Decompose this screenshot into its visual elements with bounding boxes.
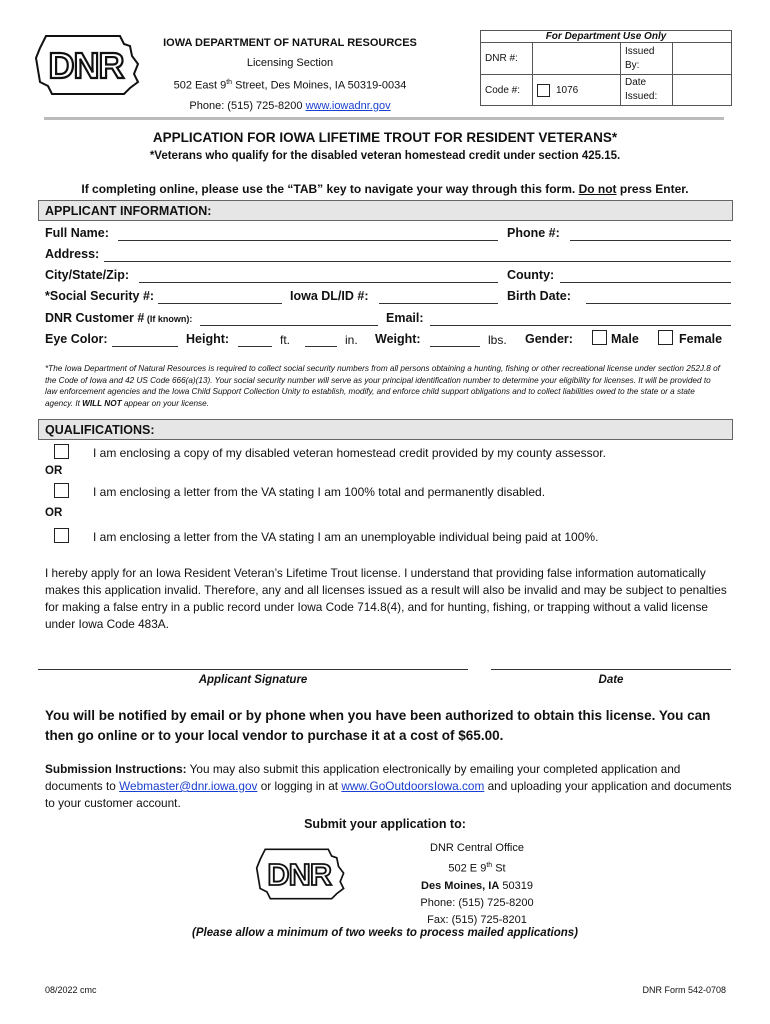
footer-revision: 08/2022 cmc (45, 985, 97, 995)
office-city: Des Moines, IA 50319 (421, 879, 533, 892)
section-name: Licensing Section (246, 57, 334, 69)
dl-id-input[interactable] (379, 303, 498, 304)
date-issued-label: Date Issued: (621, 75, 673, 106)
mail-processing-note: (Please allow a minimum of two weeks to process mailed applications) (192, 927, 578, 939)
city-state-zip-input[interactable] (139, 282, 498, 283)
go-outdoors-link[interactable]: www.GoOutdoorsIowa.com (341, 779, 485, 793)
signature-line[interactable] (38, 669, 468, 670)
qualifications-heading: QUALIFICATIONS: (38, 419, 733, 440)
qualification-homestead-label: I am enclosing a copy of my disabled veteran homestead credit provided by my county assessor. (93, 446, 606, 460)
issued-by-label: Issued By: (621, 43, 673, 75)
office-fax: Fax: (515) 725-8201 (427, 913, 527, 926)
issued-by-field[interactable] (673, 43, 732, 75)
footer-form-number: DNR Form 542-0708 (642, 985, 726, 995)
notification-notice: You will be notified by email or by phone when you have been authorized to obtain this license. You can then go online or to your local vendor to purchase it at a cost of $65.00. (45, 708, 711, 743)
date-line[interactable] (491, 669, 731, 670)
date-issued-field[interactable] (673, 75, 732, 106)
code-value: 1076 (556, 84, 579, 96)
header-divider (44, 117, 724, 120)
dnr-number-label: DNR #: (481, 43, 533, 75)
form-title: APPLICATION FOR IOWA LIFETIME TROUT FOR RESIDENT VETERANS* (152, 130, 618, 145)
weight-label: Weight: (375, 332, 421, 346)
code-label: Code #: (481, 75, 533, 106)
male-checkbox[interactable] (592, 330, 607, 345)
lbs-unit: lbs. (488, 333, 507, 347)
county-label: County: (507, 268, 555, 282)
applicant-heading: APPLICANT INFORMATION: (38, 200, 733, 221)
qualification-unemployable-label: I am enclosing a letter from the VA stating I am an unemployable individual being paid at 100%. (93, 530, 599, 544)
phone-label: Phone #: (507, 226, 560, 240)
eye-color-input[interactable] (112, 346, 178, 347)
or-separator-1: OR (45, 465, 63, 477)
qualification-disabled-checkbox[interactable] (54, 483, 69, 498)
height-inches-input[interactable] (305, 346, 337, 347)
phone-input[interactable] (570, 240, 731, 241)
full-name-label: Full Name: (45, 226, 109, 240)
or-separator-2: OR (45, 507, 63, 519)
email-input[interactable] (430, 325, 731, 326)
birth-date-label: Birth Date: (507, 289, 571, 303)
address-input[interactable] (104, 261, 731, 262)
customer-number-label: DNR Customer # (If known): (45, 311, 193, 325)
customer-number-input[interactable] (200, 325, 378, 326)
office-name: DNR Central Office (430, 842, 524, 854)
ssn-input[interactable] (158, 303, 282, 304)
dl-id-label: Iowa DL/ID #: (290, 289, 369, 303)
birth-date-input[interactable] (586, 303, 731, 304)
office-phone: Phone: (515) 725-8200 (420, 896, 534, 909)
org-address: 502 East 9th Street, Des Moines, IA 50319-0034 (173, 79, 407, 92)
webmaster-email-link[interactable]: Webmaster@dnr.iowa.gov (119, 779, 258, 793)
qualification-unemployable-checkbox[interactable] (54, 528, 69, 543)
male-label: Male (611, 332, 639, 346)
qualification-disabled-label: I am enclosing a letter from the VA stating I am 100% total and permanently disabled. (93, 485, 546, 499)
signature-label: Applicant Signature (198, 674, 308, 686)
submission-instructions: Submission Instructions: You may also submit this application electronically by emailing your completed application and documents to Webmaster@dnr.iowa.gov or logging in at www.GoOutdoorsIowa.com and uploading your application and documents to your customer account. (45, 762, 732, 810)
dept-use-title: For Department Use Only (481, 31, 732, 43)
female-label: Female (679, 332, 723, 346)
logo-text-bottom: DNR (267, 858, 332, 893)
full-name-input[interactable] (118, 240, 498, 241)
dnr-logo (34, 34, 142, 96)
submit-heading: Submit your application to: (304, 817, 466, 831)
inches-unit: in. (345, 333, 358, 347)
female-checkbox[interactable] (658, 330, 673, 345)
logo-text: DNR (48, 45, 124, 86)
dnr-number-field[interactable] (533, 43, 621, 75)
dnr-logo-bottom (255, 847, 347, 901)
org-name: IOWA DEPARTMENT OF NATURAL RESOURCES (163, 37, 417, 49)
tab-instruction: If completing online, please use the “TAB” key to navigate your way through this form. Do not press Enter. (81, 182, 689, 196)
privacy-notice: *The Iowa Department of Natural Resources is required to collect social security numbers from all persons obtaining a hunting, fishing or other recreational license under section 252J.8 of the Code of Iowa and 42 US Code 666(a)(13). Your social security number will serve as your principal identification number to determine your eligibility for licenses. It will be provided to law enforcement agencies and the Iowa Child Support Collection Unity to establish, modify, and enforce child support obligations and to collect liabilities owed to the state or a state agency. It WILL NOT appear on your license. (45, 364, 720, 408)
org-phone: Phone: (515) 725-8200 www.iowadnr.gov (189, 99, 391, 112)
feet-unit: ft. (280, 333, 291, 347)
date-label: Date (598, 674, 624, 686)
form-subtitle: *Veterans who qualify for the disabled veteran homestead credit under section 425.15. (149, 150, 621, 162)
eye-color-label: Eye Color: (45, 332, 108, 346)
declaration-text: I hereby apply for an Iowa Resident Veteran’s Lifetime Trout license. I understand that providing false information automatically makes this application invalid. Therefore, any and all licenses issued as a result will also be invalid and may be subject to penalties for making a false entry in a public record under Iowa Code 714.8(4), and for hunting, fishing, or trapping without a valid license under Iowa Code 483A. (45, 566, 727, 631)
qualification-homestead-checkbox[interactable] (54, 444, 69, 459)
address-label: Address: (45, 247, 100, 261)
height-feet-input[interactable] (238, 346, 272, 347)
gender-label: Gender: (525, 332, 573, 346)
city-state-zip-label: City/State/Zip: (45, 268, 130, 282)
email-label: Email: (386, 311, 424, 325)
website-link[interactable]: www.iowadnr.gov (305, 99, 391, 112)
department-use-table (480, 30, 732, 106)
county-input[interactable] (560, 282, 731, 283)
weight-input[interactable] (430, 346, 480, 347)
office-street: 502 E 9th St (448, 862, 506, 875)
office-address (392, 840, 562, 929)
height-label: Height: (186, 332, 230, 346)
ssn-label: *Social Security #: (45, 289, 155, 303)
code-checkbox[interactable] (537, 84, 550, 97)
